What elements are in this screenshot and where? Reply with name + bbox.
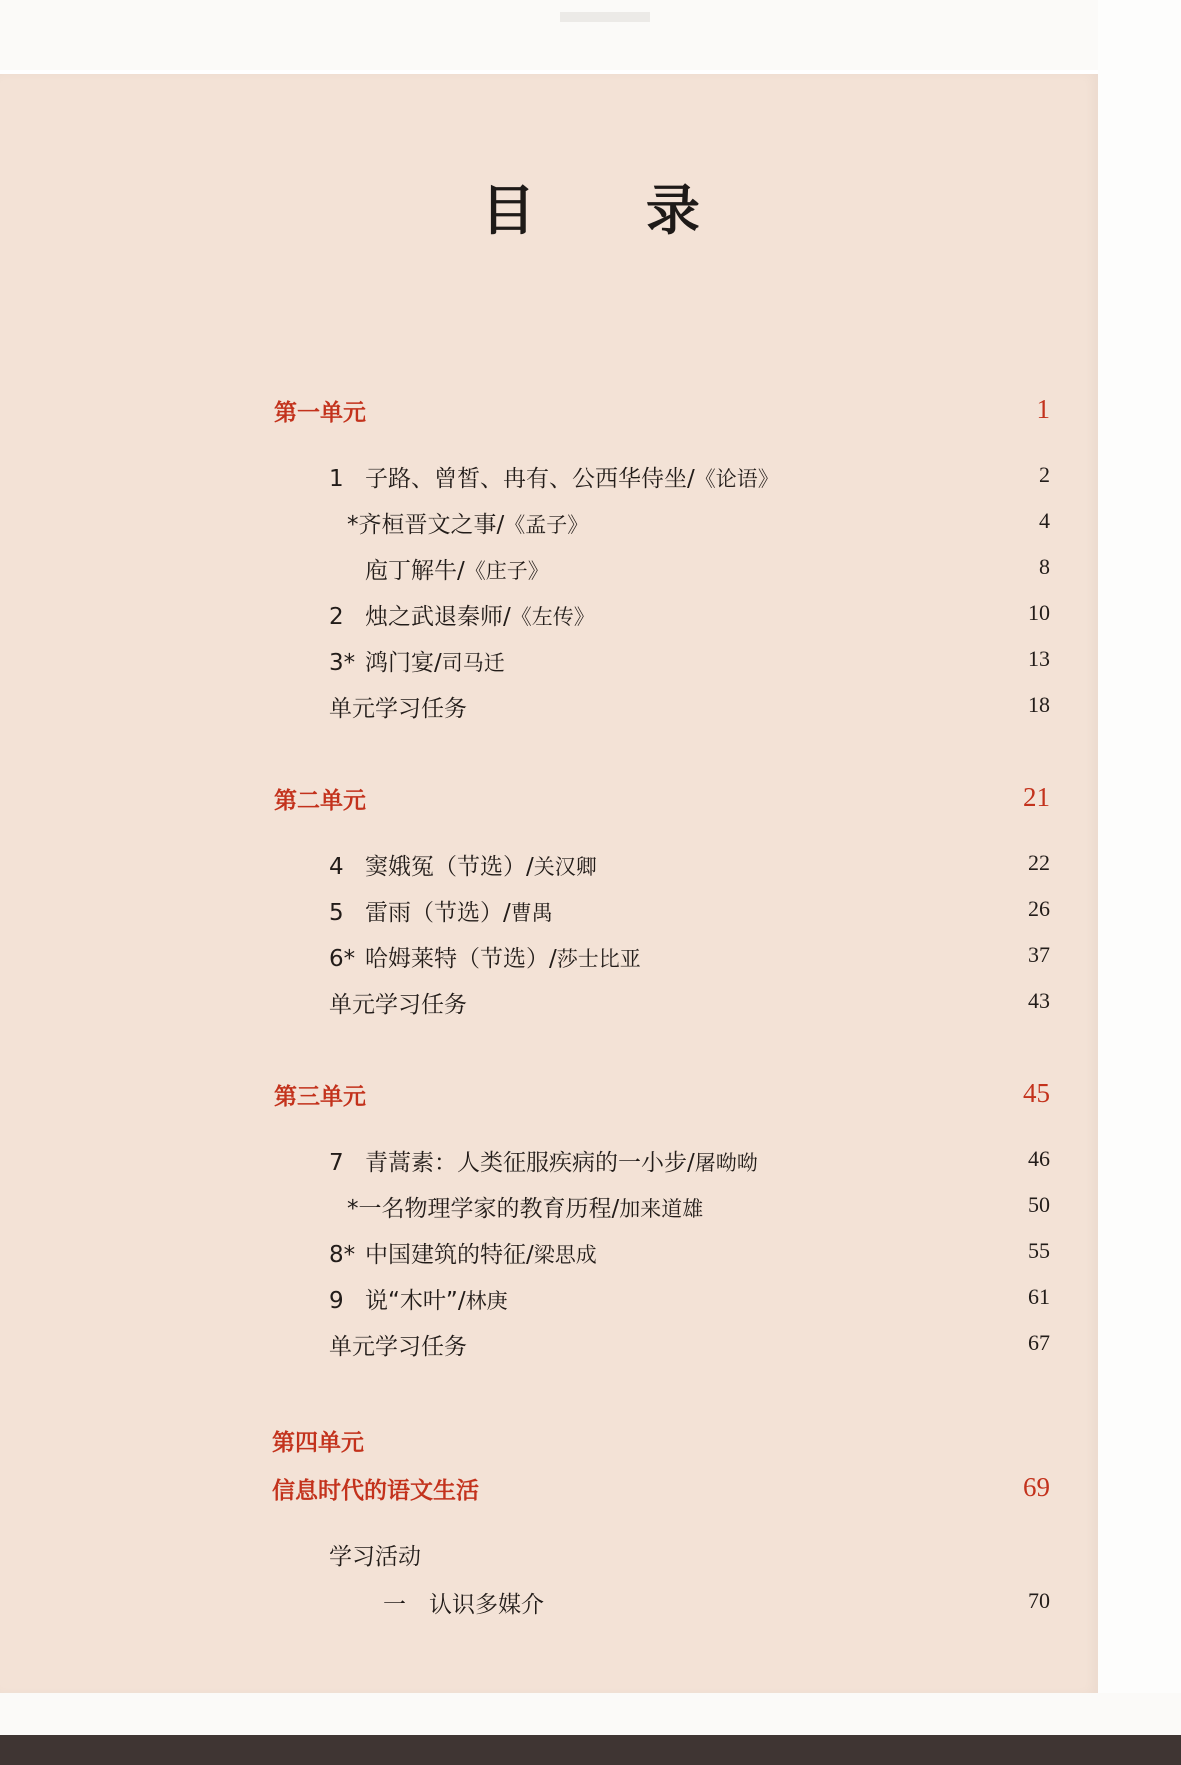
scan-artifact	[560, 12, 650, 22]
entry-title: 烛之武退秦师/	[365, 604, 511, 630]
entry-author: 曹禺	[510, 901, 553, 925]
entry-page-number: 22	[1028, 850, 1050, 875]
scan-margin-right	[1098, 0, 1181, 1765]
entry-author: 司马迁	[441, 651, 505, 675]
toc-entry[interactable]	[329, 940, 641, 973]
entry-title: 庖丁解牛/	[365, 558, 465, 584]
toc-entry[interactable]	[329, 690, 467, 723]
entry-number: 5	[329, 900, 344, 926]
toc-entry[interactable]	[329, 460, 779, 493]
entry-number: 9	[329, 1288, 344, 1314]
entry-page-number: 67	[1028, 1330, 1050, 1355]
toc-entry[interactable]	[329, 894, 553, 927]
entry-page-number: 50	[1028, 1192, 1050, 1217]
entry-title: 说“木叶”/	[365, 1288, 466, 1314]
toc-entry[interactable]	[329, 1236, 597, 1269]
scan-bottom-edge	[0, 1735, 1181, 1765]
toc-entry[interactable]	[365, 552, 549, 585]
unit-page-number: 45	[1023, 1078, 1050, 1108]
toc-entry[interactable]	[329, 1144, 758, 1177]
entry-author: 《庄子》	[464, 559, 549, 583]
entry-title: 子路、曾皙、冉有、公西华侍坐/	[365, 466, 695, 492]
entry-author: 《左传》	[510, 605, 595, 629]
entry-author: 《论语》	[694, 467, 779, 491]
entry-title: 哈姆莱特（节选）/	[365, 946, 557, 972]
unit-title[interactable]: 第二单元	[274, 788, 366, 814]
entry-title: 中国建筑的特征/	[365, 1242, 534, 1268]
entry-page-number: 43	[1028, 988, 1050, 1013]
entry-number: 8*	[329, 1242, 356, 1268]
page-title: 目 录	[481, 178, 746, 242]
entry-page-number: 26	[1028, 896, 1050, 921]
unit-page-number: 69	[1023, 1472, 1050, 1502]
entry-page-number: 2	[1039, 462, 1050, 487]
toc-entry[interactable]	[347, 1190, 703, 1223]
entry-page-number: 55	[1028, 1238, 1050, 1263]
scan-margin-top	[0, 0, 1181, 70]
entry-title: 鸿门宴/	[365, 650, 442, 676]
entry-title: 窦娥冤（节选）/	[365, 854, 534, 880]
entry-page-number: 8	[1039, 554, 1050, 579]
entry-page-number: 61	[1028, 1284, 1050, 1309]
entry-author: 加来道雄	[619, 1197, 704, 1221]
entry-author: 《孟子》	[504, 513, 589, 537]
entry-author: 梁思成	[533, 1243, 597, 1267]
toc-entry[interactable]	[329, 848, 597, 881]
entry-title: 认识多媒介	[429, 1592, 544, 1618]
activity-heading: 学习活动	[329, 1544, 421, 1570]
entry-page-number: 4	[1039, 508, 1050, 533]
toc-entry[interactable]	[383, 1586, 544, 1619]
entry-page-number: 18	[1028, 692, 1050, 717]
entry-title: 雷雨（节选）/	[365, 900, 511, 926]
entry-author: 林庚	[465, 1289, 508, 1313]
entry-number: 1	[329, 466, 344, 492]
unit-page-number: 21	[1023, 782, 1050, 812]
entry-number: 一	[383, 1592, 406, 1618]
entry-number: 2	[329, 604, 344, 630]
entry-number: 3*	[329, 650, 356, 676]
entry-page-number: 46	[1028, 1146, 1050, 1171]
toc-entry[interactable]	[329, 1282, 508, 1315]
entry-author: 屠呦呦	[694, 1151, 758, 1175]
entry-number: 4	[329, 854, 344, 880]
entry-author: 关汉卿	[533, 855, 597, 879]
unit-page-number: 1	[1036, 394, 1050, 424]
entry-page-number: 13	[1028, 646, 1050, 671]
entry-title: *齐桓晋文之事/	[347, 512, 505, 538]
toc-entry[interactable]	[329, 644, 505, 677]
entry-title: 单元学习任务	[329, 696, 467, 722]
toc-entry[interactable]	[329, 986, 467, 1019]
entry-page-number: 10	[1028, 600, 1050, 625]
unit-subtitle[interactable]: 信息时代的语文生活	[272, 1478, 479, 1504]
toc-entry[interactable]	[347, 506, 588, 539]
entry-number: 7	[329, 1150, 344, 1176]
entry-title: 单元学习任务	[329, 992, 467, 1018]
page-sheet	[0, 74, 1098, 1694]
unit-title[interactable]: 第三单元	[274, 1084, 366, 1110]
toc-entry[interactable]	[329, 598, 595, 631]
entry-title: 青蒿素：人类征服疾病的一小步/	[365, 1150, 695, 1176]
toc-entry[interactable]	[329, 1328, 467, 1361]
unit-title[interactable]: 第一单元	[274, 400, 366, 426]
entry-number: 6*	[329, 946, 356, 972]
entry-page-number: 70	[1028, 1588, 1050, 1613]
entry-author: 莎士比亚	[556, 947, 641, 971]
entry-title: *一名物理学家的教育历程/	[347, 1196, 620, 1222]
entry-page-number: 37	[1028, 942, 1050, 967]
unit-title[interactable]: 第四单元	[272, 1430, 364, 1456]
entry-title: 单元学习任务	[329, 1334, 467, 1360]
